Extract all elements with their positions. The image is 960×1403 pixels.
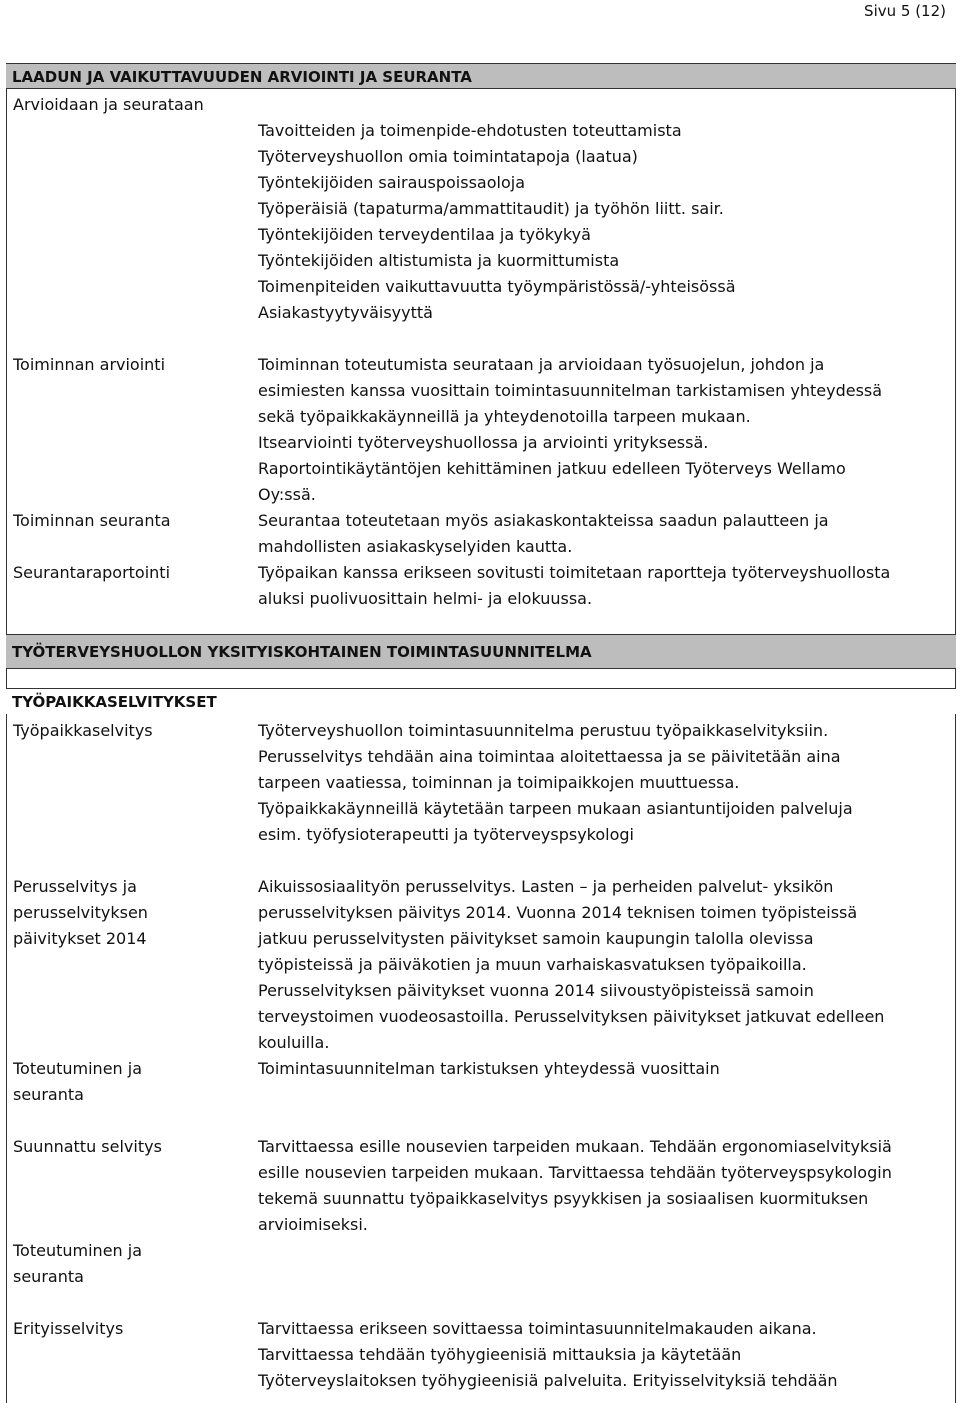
label-erityisselvitys: Erityisselvitys xyxy=(13,1319,124,1338)
label-line: Toteutuminen ja xyxy=(13,1241,143,1260)
list-item: Asiakastyytyväisyyttä xyxy=(258,303,433,322)
label-line: seuranta xyxy=(13,1085,84,1104)
label-tyopaikkaselvitys: Työpaikkaselvitys xyxy=(13,721,153,740)
list-item: Tavoitteiden ja toimenpide-ehdotusten toteuttamista xyxy=(258,121,682,140)
text-line: tekemä suunnattu työpaikkaselvitys psyykkisen ja sosiaalisen kuormituksen xyxy=(258,1189,869,1208)
text-line: Toiminnan toteutumista seurataan ja arvioidaan työsuojelun, johdon ja xyxy=(258,355,825,374)
list-item: Työntekijöiden terveydentilaa ja työkykyä xyxy=(258,225,591,244)
text-line: Tarvittaessa esille nousevien tarpeiden mukaan. Tehdään ergonomiaselvityksiä xyxy=(258,1137,892,1156)
erityisselvitys-text xyxy=(258,1316,838,1394)
text-line: esim. työfysioterapeutti ja työterveyspsykologi xyxy=(258,825,634,844)
text-line: tarpeen vaatiessa, toiminnan ja toimipaikkojen muuttuessa. xyxy=(258,773,740,792)
arviointi-text xyxy=(258,352,890,612)
text-line: arvioimiseksi. xyxy=(258,1215,368,1234)
label-line: perusselvityksen xyxy=(13,903,148,922)
text-line: Raportointikäytäntöjen kehittäminen jatkuu edelleen Työterveys Wellamo xyxy=(258,459,846,478)
text-line: Työterveyshuollon toimintasuunnitelma perustuu työpaikkaselvityksiin. xyxy=(258,721,829,740)
list-item: Työntekijöiden altistumista ja kuormittumista xyxy=(258,251,620,270)
suunnattu-text xyxy=(258,1134,892,1238)
text-line: aluksi puolivuosittain helmi- ja elokuussa. xyxy=(258,589,593,608)
text-line: Työpaikan kanssa erikseen sovitusti toimitetaan raportteja työterveyshuollosta xyxy=(258,563,891,582)
toteutuminen-1-text: Toimintasuunnitelman tarkistuksen yhteydessä vuosittain xyxy=(258,1059,720,1078)
text-line: sekä työpaikkakäynneillä ja yhteydenotoilla tarpeen mukaan. xyxy=(258,407,751,426)
text-line: esille nousevien tarpeiden mukaan. Tarvittaessa tehdään työterveyspsykologin xyxy=(258,1163,892,1182)
label-seurantaraportointi: Seurantaraportointi xyxy=(13,563,171,582)
page-number: Sivu 5 (12) xyxy=(864,2,946,20)
text-line: perusselvityksen päivitys 2014. Vuonna 2014 teknisen toimen työpisteissä xyxy=(258,903,858,922)
text-line: Työterveyslaitoksen työhygieenisiä palveluita. Erityisselvityksiä tehdään xyxy=(258,1371,838,1390)
section-header-plan: TYÖTERVEYSHUOLLON YKSITYISKOHTAINEN TOIMINTASUUNNITELMA xyxy=(6,634,956,669)
text-line: kouluilla. xyxy=(258,1033,330,1052)
label-suunnattu-selvitys: Suunnattu selvitys xyxy=(13,1137,162,1156)
text-line: Perusselvityksen päivitykset vuonna 2014 siivoustyöpisteissä samoin xyxy=(258,981,814,1000)
text-line: Tarvittaessa tehdään työhygieenisiä mittauksia ja käytetään xyxy=(258,1345,742,1364)
label-line: Toteutuminen ja xyxy=(13,1059,143,1078)
label-line: päivitykset 2014 xyxy=(13,929,147,948)
list-item: Työterveyshuollon omia toimintatapoja (laatua) xyxy=(258,147,638,166)
label-toteutuminen-2 xyxy=(13,1238,142,1290)
list-item: Työntekijöiden sairauspoissaoloja xyxy=(258,173,525,192)
text-line: Tarvittaessa erikseen sovittaessa toimintasuunnitelmakauden aikana. xyxy=(258,1319,817,1338)
text-line: Itsearviointi työterveyshuollossa ja arviointi yrityksessä. xyxy=(258,433,709,452)
arvioidaan-list xyxy=(258,118,736,326)
text-line: esimiesten kanssa vuosittain toimintasuunnitelman tarkistamisen yhteydessä xyxy=(258,381,883,400)
section-header-workplace-surveys: TYÖPAIKKASELVITYKSET xyxy=(6,688,956,714)
text-line: jatkuu perusselvitysten päivitykset samoin kaupungin talolla olevissa xyxy=(258,929,814,948)
tyopaikkaselvitys-text xyxy=(258,718,853,848)
label-line: seuranta xyxy=(13,1267,84,1286)
text-line: Seurantaa toteutetaan myös asiakaskontakteissa saadun palautteen ja xyxy=(258,511,829,530)
list-item: Työperäisiä (tapaturma/ammattitaudit) ja työhön liitt. sair. xyxy=(258,199,724,218)
text-line: Aikuissosiaalityön perusselvitys. Lasten – ja perheiden palvelut- yksikön xyxy=(258,877,834,896)
text-line: Työpaikkakäynneillä käytetään tarpeen mukaan asiantuntijoiden palveluja xyxy=(258,799,853,818)
text-line: työpisteissä ja päiväkotien ja muun varhaiskasvatuksen työpaikoilla. xyxy=(258,955,807,974)
section-header-quality: LAADUN JA VAIKUTTAVUUDEN ARVIOINTI JA SEURANTA xyxy=(6,63,956,89)
text-line: Perusselvitys tehdään aina toimintaa aloitettaessa ja se päivitetään aina xyxy=(258,747,841,766)
label-toteutuminen-1 xyxy=(13,1056,142,1108)
text-line: mahdollisten asiakaskyselyiden kautta. xyxy=(258,537,573,556)
label-perusselvitys xyxy=(13,874,148,952)
label-toiminnan-arviointi: Toiminnan arviointi xyxy=(13,355,166,374)
label-arvioidaan: Arvioidaan ja seurataan xyxy=(13,95,204,114)
label-toiminnan-seuranta: Toiminnan seuranta xyxy=(13,511,171,530)
perusselvitys-text xyxy=(258,874,884,1056)
label-line: Perusselvitys ja xyxy=(13,877,137,896)
list-item: Toimenpiteiden vaikuttavuutta työympäristössä/-yhteisössä xyxy=(258,277,736,296)
text-line: Oy:ssä. xyxy=(258,485,316,504)
text-line: terveystoimen vuodeosastoilla. Perusselvityksen päivitykset jatkuvat edelleen xyxy=(258,1007,885,1026)
